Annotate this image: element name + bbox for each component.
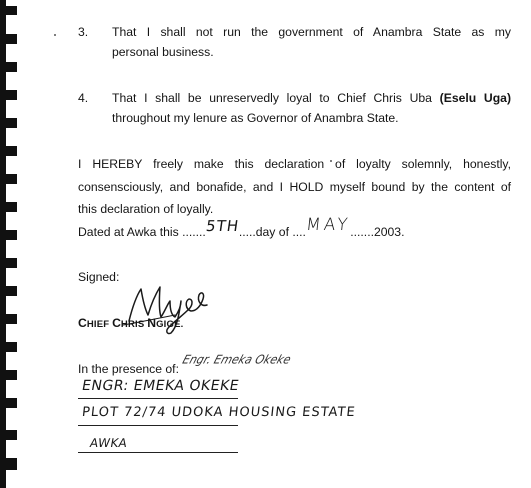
underline	[78, 425, 238, 426]
declaration-line: this declaration of loyally.	[78, 202, 214, 216]
signed-label: Signed:	[78, 270, 120, 284]
year: 2003.	[373, 225, 405, 239]
clause-text-line: throughout my lenure as Governor of Anambra State.	[112, 111, 399, 125]
day-handwritten: 5TH	[204, 217, 241, 235]
month-handwritten: MAY	[304, 215, 352, 235]
witness-name: ENGR: EMEKA OKEKE	[80, 378, 241, 394]
signatory-initial: N	[147, 316, 157, 330]
clause-number: 3.	[78, 25, 89, 39]
signatory-rest: HRIS	[120, 319, 148, 330]
signatory-rest: GIGE.	[156, 319, 184, 330]
clause-text: That I shall be unreservedly loyal to Chief Chris Uba	[112, 91, 440, 105]
declaration-line: consensciously, and bonafide, and I HOLD myself bound by the content of	[78, 180, 511, 194]
clause-bold-name: (Eselu Uga)	[439, 91, 511, 105]
day-of-label: day of	[255, 225, 289, 239]
dated-line	[78, 215, 405, 240]
clause-number: 4.	[78, 91, 89, 105]
witness-city: AWKA	[88, 436, 129, 450]
signatory-name	[78, 316, 183, 332]
witness-signature: Engr. Emeka Okeke	[180, 352, 293, 367]
signatory-initial: C	[78, 316, 87, 330]
clause-text-line: personal business.	[112, 45, 214, 59]
dots: .....	[238, 225, 256, 239]
scan-speck	[54, 34, 56, 36]
signatory-initial: C	[112, 316, 121, 330]
dots: ....	[292, 225, 306, 239]
clause-text-line	[112, 91, 511, 106]
binding-edge	[0, 0, 22, 488]
dated-prefix: Dated at Awka this	[78, 225, 179, 239]
dots: .......	[182, 225, 206, 239]
clause-text-line: That I shall not run the government of Anambra State as my	[112, 25, 511, 39]
presence-label: In the presence of:	[78, 362, 179, 376]
underline	[78, 398, 238, 399]
declaration-line: I HEREBY freely make this declaration of loyalty solemnly, honestly,	[78, 157, 511, 171]
underline	[78, 452, 238, 453]
dots: .......	[350, 225, 374, 239]
signatory-rest: HIEF	[86, 319, 113, 330]
witness-address: PLOT 72/74 UDOKA HOUSING ESTATE	[81, 405, 357, 420]
